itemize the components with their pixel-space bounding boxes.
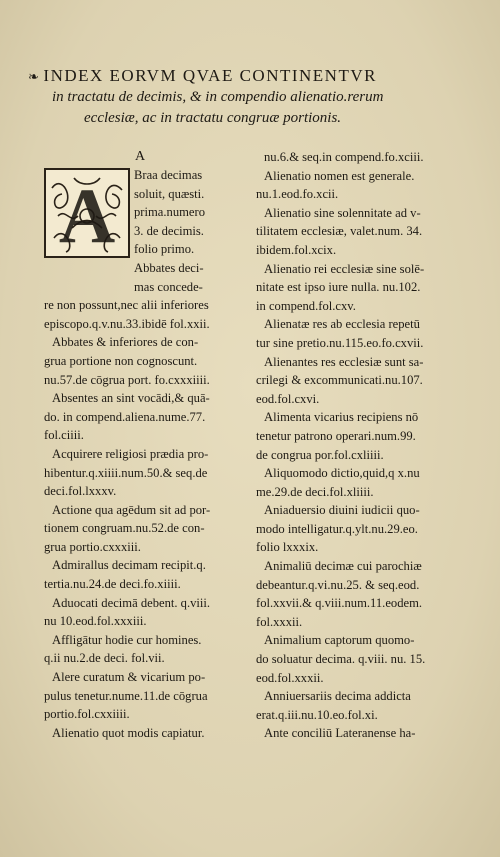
entry-line: me.29.de deci.fol.xliiii. [256, 484, 374, 499]
entry-line: Absentes an sint vocādi,& quā- [52, 391, 210, 406]
index-entry [256, 167, 456, 204]
entry-line: erat.q.iii.nu.10.eo.fol.xi. [256, 707, 378, 722]
entry-line: eod.fol.cxvi. [256, 391, 320, 406]
index-entry [44, 501, 236, 557]
entry-line: grua portio.cxxxiii. [44, 539, 141, 554]
entry-line: Alienatio sine solennitate ad v- [264, 205, 421, 220]
entry-line: Anniuersariis decima addicta [264, 689, 411, 704]
index-entry [256, 557, 456, 631]
entry-line: folio primo. [134, 242, 195, 257]
right-entries [256, 148, 456, 743]
entry-line: Abbates deci- [134, 260, 204, 275]
index-entry [44, 631, 236, 668]
entry-line: Alienatio nomen est generale. [264, 168, 415, 183]
entry-line: de congrua por.fol.cxliiii. [256, 447, 384, 462]
first-entry-lines [134, 166, 205, 296]
entry-line: Admirallus decimam recipit.q. [52, 558, 206, 573]
entry-line: portio.fol.cxxiiii. [44, 707, 130, 722]
index-entry [256, 501, 456, 557]
entry-line: Aliquomodo dictio,quid,q x.nu [264, 466, 420, 481]
entry-line: tionem congruam.nu.52.de con- [44, 521, 205, 536]
index-entry [44, 333, 236, 389]
index-entry [44, 594, 236, 631]
entry-line: fol.xxvii.& q.viii.num.11.eodem. [256, 596, 423, 611]
entry-line: tilitatem ecclesiæ, valet.num. 34. [256, 224, 423, 239]
entry-line: Aniaduersio diuini iudicii quo- [264, 503, 420, 518]
entry-line: 3. de decimis. [134, 223, 204, 238]
index-title: INDEX EORVM QVAE CONTINENTVR [43, 66, 377, 85]
entry-line: hibentur.q.xiiii.num.50.& seq.de [44, 465, 208, 480]
index-entry [256, 687, 456, 724]
index-entry [256, 408, 456, 464]
entry-line: Alienantes res ecclesiæ sunt sa- [264, 354, 424, 369]
entry-line: mas concede- [134, 279, 203, 294]
entry-line: eod.fol.xxxii. [256, 670, 324, 685]
index-header [28, 66, 478, 129]
entry-line: folio lxxxix. [256, 540, 319, 555]
entry-line: Abbates & inferiores de con- [52, 335, 199, 350]
entry-line: prima.numero [134, 205, 205, 220]
entry-line: nu.1.eod.fo.xcii. [256, 187, 339, 202]
entry-line: tur sine pretio.nu.115.eo.fo.cxvii. [256, 335, 424, 350]
entry-line: nu.6.& seq.in compend.fo.xciii. [264, 150, 424, 164]
entry-line: Animalium captorum quomo- [264, 633, 415, 648]
left-column [44, 148, 236, 742]
index-subtitle-line-1: in tractatu de decimis, & in compendio alienatio.rerum [52, 89, 384, 105]
entry-line: ibidem.fol.xcix. [256, 242, 337, 257]
entry-line: Aduocati decimā debent. q.viii. [52, 595, 211, 610]
entry-line: Ante conciliū Lateranense ha- [264, 726, 416, 741]
entry-line: Alienatio quot modis capiatur. [52, 725, 205, 740]
index-entry [256, 353, 456, 409]
right-column [256, 148, 456, 743]
entry-line: Animaliū decimæ cui parochiæ [264, 559, 422, 574]
entry-line: fol.xxxii. [256, 614, 303, 629]
index-subtitle-line-2: ecclesiæ, ac in tractatu congruæ portionis. [84, 110, 342, 126]
index-entry [256, 724, 456, 743]
index-entry [44, 445, 236, 501]
dropcap-letter: A [58, 172, 116, 258]
decorated-initial-letter-icon [44, 168, 130, 258]
entry-line: Alimenta vicarius recipiens nō [264, 410, 419, 425]
entry-line: nu.57.de cōgrua port. fo.cxxxiiii. [44, 372, 210, 387]
entry-line: Alere curatum & vicarium po- [52, 670, 206, 685]
entry-line: nitate est ipso iure nulla. nu.102. [256, 280, 421, 295]
entry-line: in compend.fol.cxv. [256, 298, 356, 313]
entry-line: Actione qua agēdum sit ad por- [52, 502, 211, 517]
entry-line: do soluatur decima. q.viii. nu. 15. [256, 652, 426, 667]
entry-line: nu 10.eod.fol.xxxiii. [44, 614, 147, 629]
index-entry [256, 631, 456, 687]
entry-line: grua portione non cognoscunt. [44, 353, 198, 368]
entry-line: tertia.nu.24.de deci.fo.xiiii. [44, 577, 181, 592]
section-letter-heading: A [134, 149, 146, 164]
first-entry [44, 166, 236, 296]
entry-line: Acquirere religiosi prædia pro- [52, 446, 209, 461]
index-entry [44, 724, 236, 743]
entry-line: tenetur patrono operari.num.99. [256, 428, 416, 443]
entry-line: Affligātur hodie cur homines. [52, 632, 202, 647]
entry-line: re non possunt,nec alii inferiores [44, 298, 209, 313]
entry-line: Alienatio rei ecclesiæ sine solē- [264, 261, 425, 276]
entry-line: modo intelligatur.q.ylt.nu.29.eo. [256, 521, 418, 536]
index-entry [44, 668, 236, 724]
index-entry [256, 260, 456, 316]
entry-line: crilegi & excommunicati.nu.107. [256, 373, 423, 388]
left-entries [44, 333, 236, 742]
index-entry [256, 204, 456, 260]
entry-line: q.ii nu.2.de deci. fol.vii. [44, 651, 165, 666]
fleuron-ornament-icon: ❧ [28, 69, 41, 84]
index-entry [256, 315, 456, 352]
index-entry [44, 389, 236, 445]
index-entry [44, 556, 236, 593]
entry-line: deci.fol.lxxxv. [44, 484, 117, 499]
entry-line: soluit, quæsti. [134, 186, 205, 201]
index-entry [256, 148, 456, 167]
entry-line: do. in compend.aliena.nume.77. [44, 409, 206, 424]
entry-line: fol.ciiii. [44, 428, 84, 443]
entry-line: Braa decimas [134, 168, 203, 182]
entry-line: pulus tenetur.nume.11.de cōgrua [44, 688, 208, 703]
entry-line: episcopo.q.v.nu.33.ibidē fol.xxii. [44, 316, 210, 331]
entry-line: Alienatæ res ab ecclesia repetū [264, 317, 420, 332]
entry-line: debeantur.q.vi.nu.25. & seq.eod. [256, 577, 420, 592]
index-entry [256, 464, 456, 501]
